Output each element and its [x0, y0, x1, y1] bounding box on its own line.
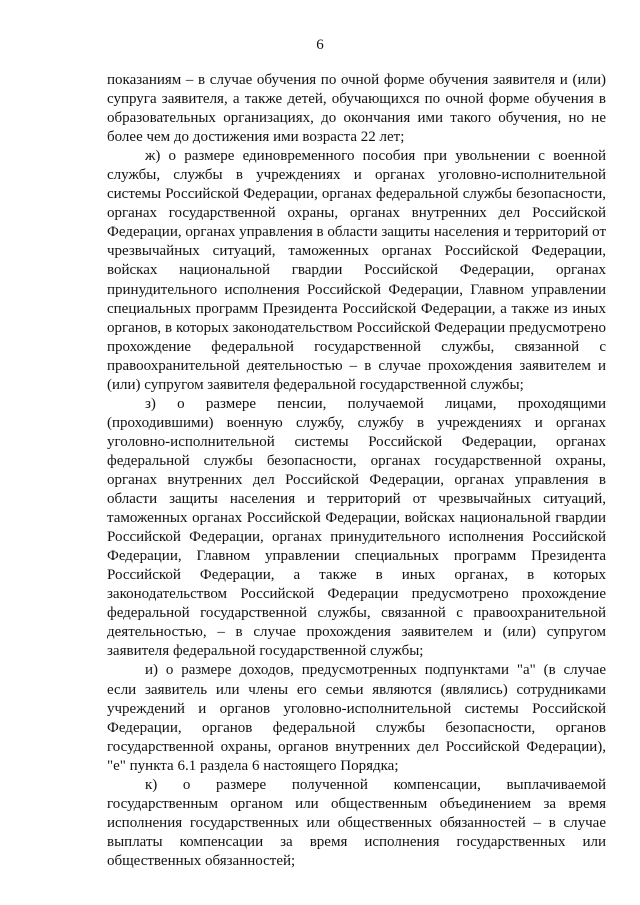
paragraph-item-i: и) о размере доходов, предусмотренных подпунктами "а" (в случае если заявитель или члены его семьи являются (являлись) сотрудниками учреждений и органов уголовно-исполнительной системы Российской Федерации, органов федеральной службы безопасности, органов государственной охраны, органов внутренних дел Российской Федерации), "е" пункта 6.1 раздела 6 настоящего Порядка;	[107, 662, 606, 774]
paragraph-item-z: з) о размере пенсии, получаемой лицами, проходящими (проходившими) военную службу, службу в учреждениях и органах уголовно-исполнительной системы Российской Федерации, органах федеральной службы безопасности, органах государственной охраны, органах внутренних дел Российской Федерации, органах управления в области защиты населения и территорий от чрезвычайных ситуаций, таможенных органах Российской Федерации, войсках национальной гвардии Российской Федерации, органах принудительного исполнения Российской Федерации, Главном управлении специальных программ Президента Российской Федерации, а также в иных органах, в которых законодательством Российской Федерации предусмотрено прохождение федеральной государственной службы, связанной с правоохранительной деятельностью, – в случае прохождения заявителем и (или) супругом заявителя федеральной государственной службы;	[107, 395, 606, 660]
paragraph-item-zh: ж) о размере единовременного пособия при увольнении с военной службы, службы в учреждениях и органах уголовно-исполнительной системы Российской Федерации, органах федеральной службы безопасности, органах государственной охраны, органах внутренних дел Российской Федерации, органах управления в области защиты населения и территорий от чрезвычайных ситуаций, таможенных органах Российской Федерации, войсках национальной гвардии Российской Федерации, органах принудительного исполнения Российской Федерации, Главном управлении специальных программ Президента Российской Федерации, а также из иных органов, в которых законодательством Российской Федерации предусмотрено прохождение федеральной государственной службы, связанной с правоохранительной деятельностью – в случае прохождения заявителем и (или) супругом заявителя федеральной государственной службы;	[107, 148, 606, 393]
paragraph-item-k: к) о размере полученной компенсации, выплачиваемой государственным органом или общественным объединением за время исполнения государственных или общественных обязанностей – в случае выплаты компенсации за время исполнения государственных или общественных обязанностей;	[107, 776, 606, 869]
document-body	[107, 71, 606, 871]
page-number: 6	[316, 37, 324, 53]
paragraph-continuation: показаниям – в случае обучения по очной форме обучения заявителя и (или) супруга заявителя, а также детей, обучающихся по очной форме обучения в образовательных организациях, до окончания ими такого обучения, но не более чем до достижения ими возраста 22 лет;	[107, 72, 606, 146]
